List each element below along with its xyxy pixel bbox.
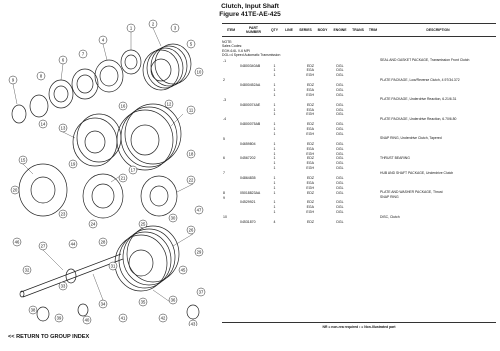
diagram-callout (29, 306, 37, 314)
diagram-callout (129, 166, 137, 174)
cell-series: EDZ (307, 102, 314, 107)
note-line: EGH-6.6L V-6 MPI (222, 48, 250, 53)
cell-trim (366, 220, 380, 225)
cell-item: -4 (223, 117, 227, 122)
diagram-callout (187, 150, 195, 158)
callout-number: 43 (190, 321, 196, 326)
cell-part-number: 04800340AB (240, 63, 261, 68)
diagram-callout (149, 20, 157, 28)
diagram-callout (187, 106, 195, 114)
cell-description: SNAP RING, Underdrive Clutch, Tapered (380, 136, 442, 141)
cell-series: EGH (306, 131, 314, 136)
cell-series: EDZ (307, 200, 314, 205)
diagram-callout (39, 242, 47, 250)
callout-number: 10 (196, 69, 202, 75)
cell-qty: 1 (273, 190, 276, 195)
callout-number: 17 (130, 167, 136, 173)
callout-number: 37 (198, 289, 204, 295)
clutch-pack-upper (143, 41, 193, 90)
cell-description: PLATE PACKAGE, Low/Reverse Clutch, 4.97/34.372 (380, 77, 460, 82)
parts-table-body (222, 59, 496, 225)
diagram-callout (197, 288, 205, 296)
diagram-callout (9, 76, 17, 84)
diagram-callout (109, 262, 117, 270)
callout-number: 46 (14, 239, 20, 245)
cell-description: PLATE AND WASHER PACKAGE, Thrust (380, 190, 443, 195)
callout-number: 2 (151, 21, 155, 27)
diagram-callout (89, 220, 97, 228)
cell-engine: DGL (336, 112, 344, 117)
callout-number: 29 (196, 249, 202, 255)
cell-series: EGA (306, 107, 314, 112)
cell-series: EDZ (307, 141, 314, 146)
cell-qty: 1 (273, 92, 276, 97)
cell-engine: DGL (336, 92, 344, 97)
cell-item: 5 (223, 136, 225, 141)
callout-number: 32 (24, 267, 30, 273)
cell-engine: DGL (336, 107, 344, 112)
diagram-callout (165, 100, 173, 108)
diagram-callout (159, 314, 167, 322)
clutch-drum-middle (70, 101, 181, 170)
cell-qty: 4 (273, 220, 276, 225)
callout-number: 16 (120, 103, 126, 109)
callout-number: 4 (101, 37, 105, 43)
callout-number: 12 (166, 101, 172, 107)
header-trans: TRANS (352, 28, 364, 32)
callout-number: 28 (100, 239, 106, 245)
callout-number: 38 (30, 307, 36, 313)
diagram-callout (119, 174, 127, 182)
cell-series: EGA (306, 127, 314, 132)
diagram-callout (127, 24, 135, 32)
cell-engine: DGL (336, 151, 344, 156)
callout-number: 21 (120, 175, 126, 181)
diagram-callout (69, 160, 77, 168)
cell-body (315, 220, 330, 225)
cell-qty: 1 (273, 112, 276, 117)
sales-code-notes (222, 40, 496, 58)
diagram-callout (179, 266, 187, 274)
cell-qty: 1 (273, 185, 276, 190)
cell-item: 2 (223, 78, 225, 83)
callout-number: 14 (40, 121, 46, 127)
cell-description: PLATE PACKAGE, Underdrive Reaction, 6.70/6.80 (380, 116, 457, 121)
cell-part-number: 04529921 (240, 200, 256, 205)
diagram-callout (139, 220, 147, 228)
cell-series: EGH (306, 166, 314, 171)
cell-qty: 1 (273, 131, 276, 136)
diagram-callout (37, 72, 45, 80)
diagram-callout (99, 36, 107, 44)
table-row (222, 220, 496, 225)
exploded-parts-diagram (3, 14, 211, 326)
diagram-callout (169, 214, 177, 222)
callout-number: 40 (84, 317, 90, 323)
note-line: NOTE: (222, 40, 233, 44)
callout-number: 24 (90, 221, 96, 227)
callout-number: 8 (39, 73, 43, 79)
cell-series: EGH (306, 210, 314, 215)
diagram-callout (99, 300, 107, 308)
callout-number: 9 (11, 77, 15, 83)
cell-series: EGA (306, 146, 314, 151)
cell-engine: DGL (336, 190, 344, 195)
diagram-callout (11, 186, 19, 194)
cell-engine: DGL (336, 185, 344, 190)
callout-number: 11 (188, 107, 194, 113)
callout-number: 13 (60, 125, 66, 131)
cell-series: EGA (306, 68, 314, 73)
callout-number: 25 (140, 221, 146, 227)
cell-qty: 1 (273, 146, 276, 151)
cell-part-number: 04567202 (240, 156, 256, 161)
callout-number: 35 (140, 299, 146, 305)
cell-part-number: 04800075AB (240, 122, 261, 127)
diagram-callout (79, 50, 87, 58)
cell-qty: 1 (273, 127, 276, 132)
cell-series: EGA (306, 161, 314, 166)
cell-series: EGH (306, 151, 314, 156)
cell-description: SNAP RING (380, 195, 399, 200)
diagram-callout (19, 156, 27, 164)
cell-part-number: 04800074AE (240, 102, 261, 107)
parts-table (222, 23, 496, 225)
diagram-callout (69, 240, 77, 248)
diagram-callout (171, 24, 179, 32)
diagram-callout (59, 210, 67, 218)
cell-qty: 1 (273, 151, 276, 156)
cell-qty: 1 (273, 73, 276, 78)
header-engine: ENGINE (333, 28, 347, 32)
diagram-callout (139, 298, 147, 306)
callout-number: 45 (180, 267, 186, 273)
diagram-callout (187, 40, 195, 48)
diagram-callout (189, 320, 197, 326)
callout-number: 27 (40, 243, 46, 249)
cell-item: 10 (223, 215, 227, 220)
diagram-callout (195, 248, 203, 256)
cell-qty: 1 (273, 210, 276, 215)
callout-number: 5 (189, 41, 193, 47)
callout-number: 41 (120, 315, 126, 321)
callout-number: 31 (110, 263, 116, 269)
header-item: ITEM (226, 28, 236, 32)
cell-part-number: 05018823AA (240, 190, 261, 195)
cell-item (222, 220, 240, 225)
callout-number: 42 (160, 315, 166, 321)
callout-number: 6 (61, 57, 65, 63)
header-trim: TRIM (368, 28, 378, 32)
cell-engine: DGL (336, 161, 344, 166)
callout-number: 23 (60, 211, 66, 217)
cell-engine: DGL (336, 68, 344, 73)
cell-series: EDZ (307, 63, 314, 68)
cell-description: HUB AND SHAFT PACKAGE, Underdrive Clutch (380, 170, 454, 175)
cell-series: EDZ (307, 176, 314, 180)
diagram-callout (169, 296, 177, 304)
header-series: SERIES (299, 28, 312, 32)
diagram-callout (99, 238, 107, 246)
cell-description: THRUST BEARING (380, 156, 410, 161)
cell-series: EGH (306, 112, 314, 117)
callout-number: 33 (60, 283, 66, 289)
cell-qty: 1 (273, 200, 276, 205)
diagram-callout (83, 316, 91, 324)
header-part-number: PART NUMBER (246, 26, 261, 34)
cell-engine: DGL (336, 156, 344, 161)
diagram-callout (39, 120, 47, 128)
header-qty: QTY (271, 28, 278, 32)
cell-description: PLATE PACKAGE, Underdrive Reaction, 6.21/6.31 (380, 97, 457, 102)
cell-description (380, 220, 496, 225)
cell-part-number: 04659804 (240, 141, 256, 146)
callout-number: 34 (100, 301, 106, 307)
cell-qty: 1 (273, 176, 276, 180)
cell-series: EDZ (307, 190, 314, 195)
diagram-callout (195, 68, 203, 76)
callout-number: 15 (20, 157, 26, 163)
cell-item: 6 (223, 156, 225, 161)
cell-series: EGH (306, 73, 314, 78)
cell-qty: 1 (273, 141, 276, 146)
cell-item: -3 (223, 97, 227, 102)
cell-series: EGA (306, 180, 314, 185)
cell-series: EGA (306, 205, 314, 210)
callout-number: 19 (70, 161, 76, 167)
cell-series: EGH (306, 92, 314, 97)
cell-qty: 1 (273, 166, 276, 171)
page-title-line2: Figure 41TE-AE-425 (219, 11, 281, 18)
cell-qty: 1 (273, 63, 276, 68)
cell-series: EDZ (307, 220, 314, 225)
page-title-line1: Clutch, Input Shaft (221, 3, 279, 10)
cell-part-number: 04531870 (240, 220, 256, 225)
cell-engine: DGL (336, 83, 344, 88)
cell-item: 8 (223, 190, 225, 195)
callout-number: 26 (188, 227, 194, 233)
cell-engine: DGL (336, 73, 344, 78)
callout-number: 44 (70, 241, 76, 247)
cell-engine: DGL (336, 63, 344, 68)
diagram-callout (55, 314, 63, 322)
cell-description: DISC, Clutch (380, 214, 400, 219)
diagram-callout (59, 56, 67, 64)
diagram-callout (23, 266, 31, 274)
cell-part-number: 04864835 (240, 176, 256, 180)
cell-engine: DGL (336, 200, 344, 205)
footer-legend: NR = non-rea required • = Non-Illustrated part (322, 325, 396, 329)
diagram-callout (187, 176, 195, 184)
cell-qty: 1 (273, 205, 276, 210)
callout-number: 22 (188, 177, 194, 183)
parts-table-header (222, 23, 496, 37)
cell-engine: DGL (336, 176, 344, 180)
diagram-callout (119, 102, 127, 110)
cell-engine: DGL (336, 180, 344, 185)
diagram-callout (187, 226, 195, 234)
callout-number: 3 (173, 25, 177, 31)
cell-series: EDZ (307, 156, 314, 161)
callout-number: 18 (188, 151, 194, 157)
diagram-callout (59, 282, 67, 290)
callout-number: 20 (12, 187, 18, 193)
cell-item: 9 (223, 195, 225, 200)
cell-engine: DGL (336, 146, 344, 151)
diagram-callout (119, 314, 127, 322)
cell-qty: 1 (273, 161, 276, 166)
cell-qty: 1 (273, 107, 276, 112)
callout-number: 1 (129, 25, 133, 31)
note-line: DGL=4 Speed Automatic Transmission (222, 53, 281, 58)
footer-divider (222, 322, 496, 323)
cell-item: -1 (223, 58, 227, 63)
cell-part-number: 04800452AA (240, 83, 261, 88)
cell-engine: DGL (336, 131, 344, 136)
cell-engine: DGL (336, 166, 344, 171)
cell-item: 7 (223, 171, 225, 176)
cell-qty: 1 (273, 180, 276, 185)
cell-series: EGA (306, 87, 314, 92)
callout-number: 7 (81, 51, 85, 57)
cell-engine: DGL (336, 122, 344, 127)
cell-engine: DGL (336, 210, 344, 215)
callout-number: 30 (170, 215, 176, 221)
callout-number: 39 (56, 315, 62, 321)
header-body: BODY (317, 28, 328, 32)
cell-engine: DGL (336, 220, 344, 225)
callout-number: 47 (196, 207, 202, 213)
cell-trans (350, 220, 366, 225)
diagram-callout (59, 124, 67, 132)
cell-series: EGH (306, 185, 314, 190)
return-to-group-index-link[interactable]: << RETURN TO GROUP INDEX (8, 334, 90, 340)
diagram-callout (195, 206, 203, 214)
header-description: DESCRIPTION (426, 28, 450, 32)
diagram-callout (13, 238, 21, 246)
callout-number: 36 (170, 297, 176, 303)
cell-qty: 1 (273, 83, 276, 88)
cell-line (282, 220, 296, 225)
input-shaft (20, 254, 123, 297)
cell-engine: DGL (336, 127, 344, 132)
cell-qty: 1 (273, 87, 276, 92)
cell-engine: DGL (336, 102, 344, 107)
cell-qty: 1 (273, 68, 276, 73)
cell-engine: DGL (336, 205, 344, 210)
cell-qty: 1 (273, 156, 276, 161)
cell-engine: DGL (336, 141, 344, 146)
clutch-pack-lower (115, 226, 179, 291)
cell-qty: 1 (273, 102, 276, 107)
note-line: Sales Codes: (222, 44, 243, 49)
header-line: LINE (285, 28, 293, 32)
cell-qty: 1 (273, 122, 276, 127)
cell-series: EDZ (307, 83, 314, 88)
cell-series: EDZ (307, 122, 314, 127)
cell-engine: DGL (336, 87, 344, 92)
cell-description: SEAL AND GASKET PACKAGE, Transmission Front Clutch (380, 58, 470, 63)
